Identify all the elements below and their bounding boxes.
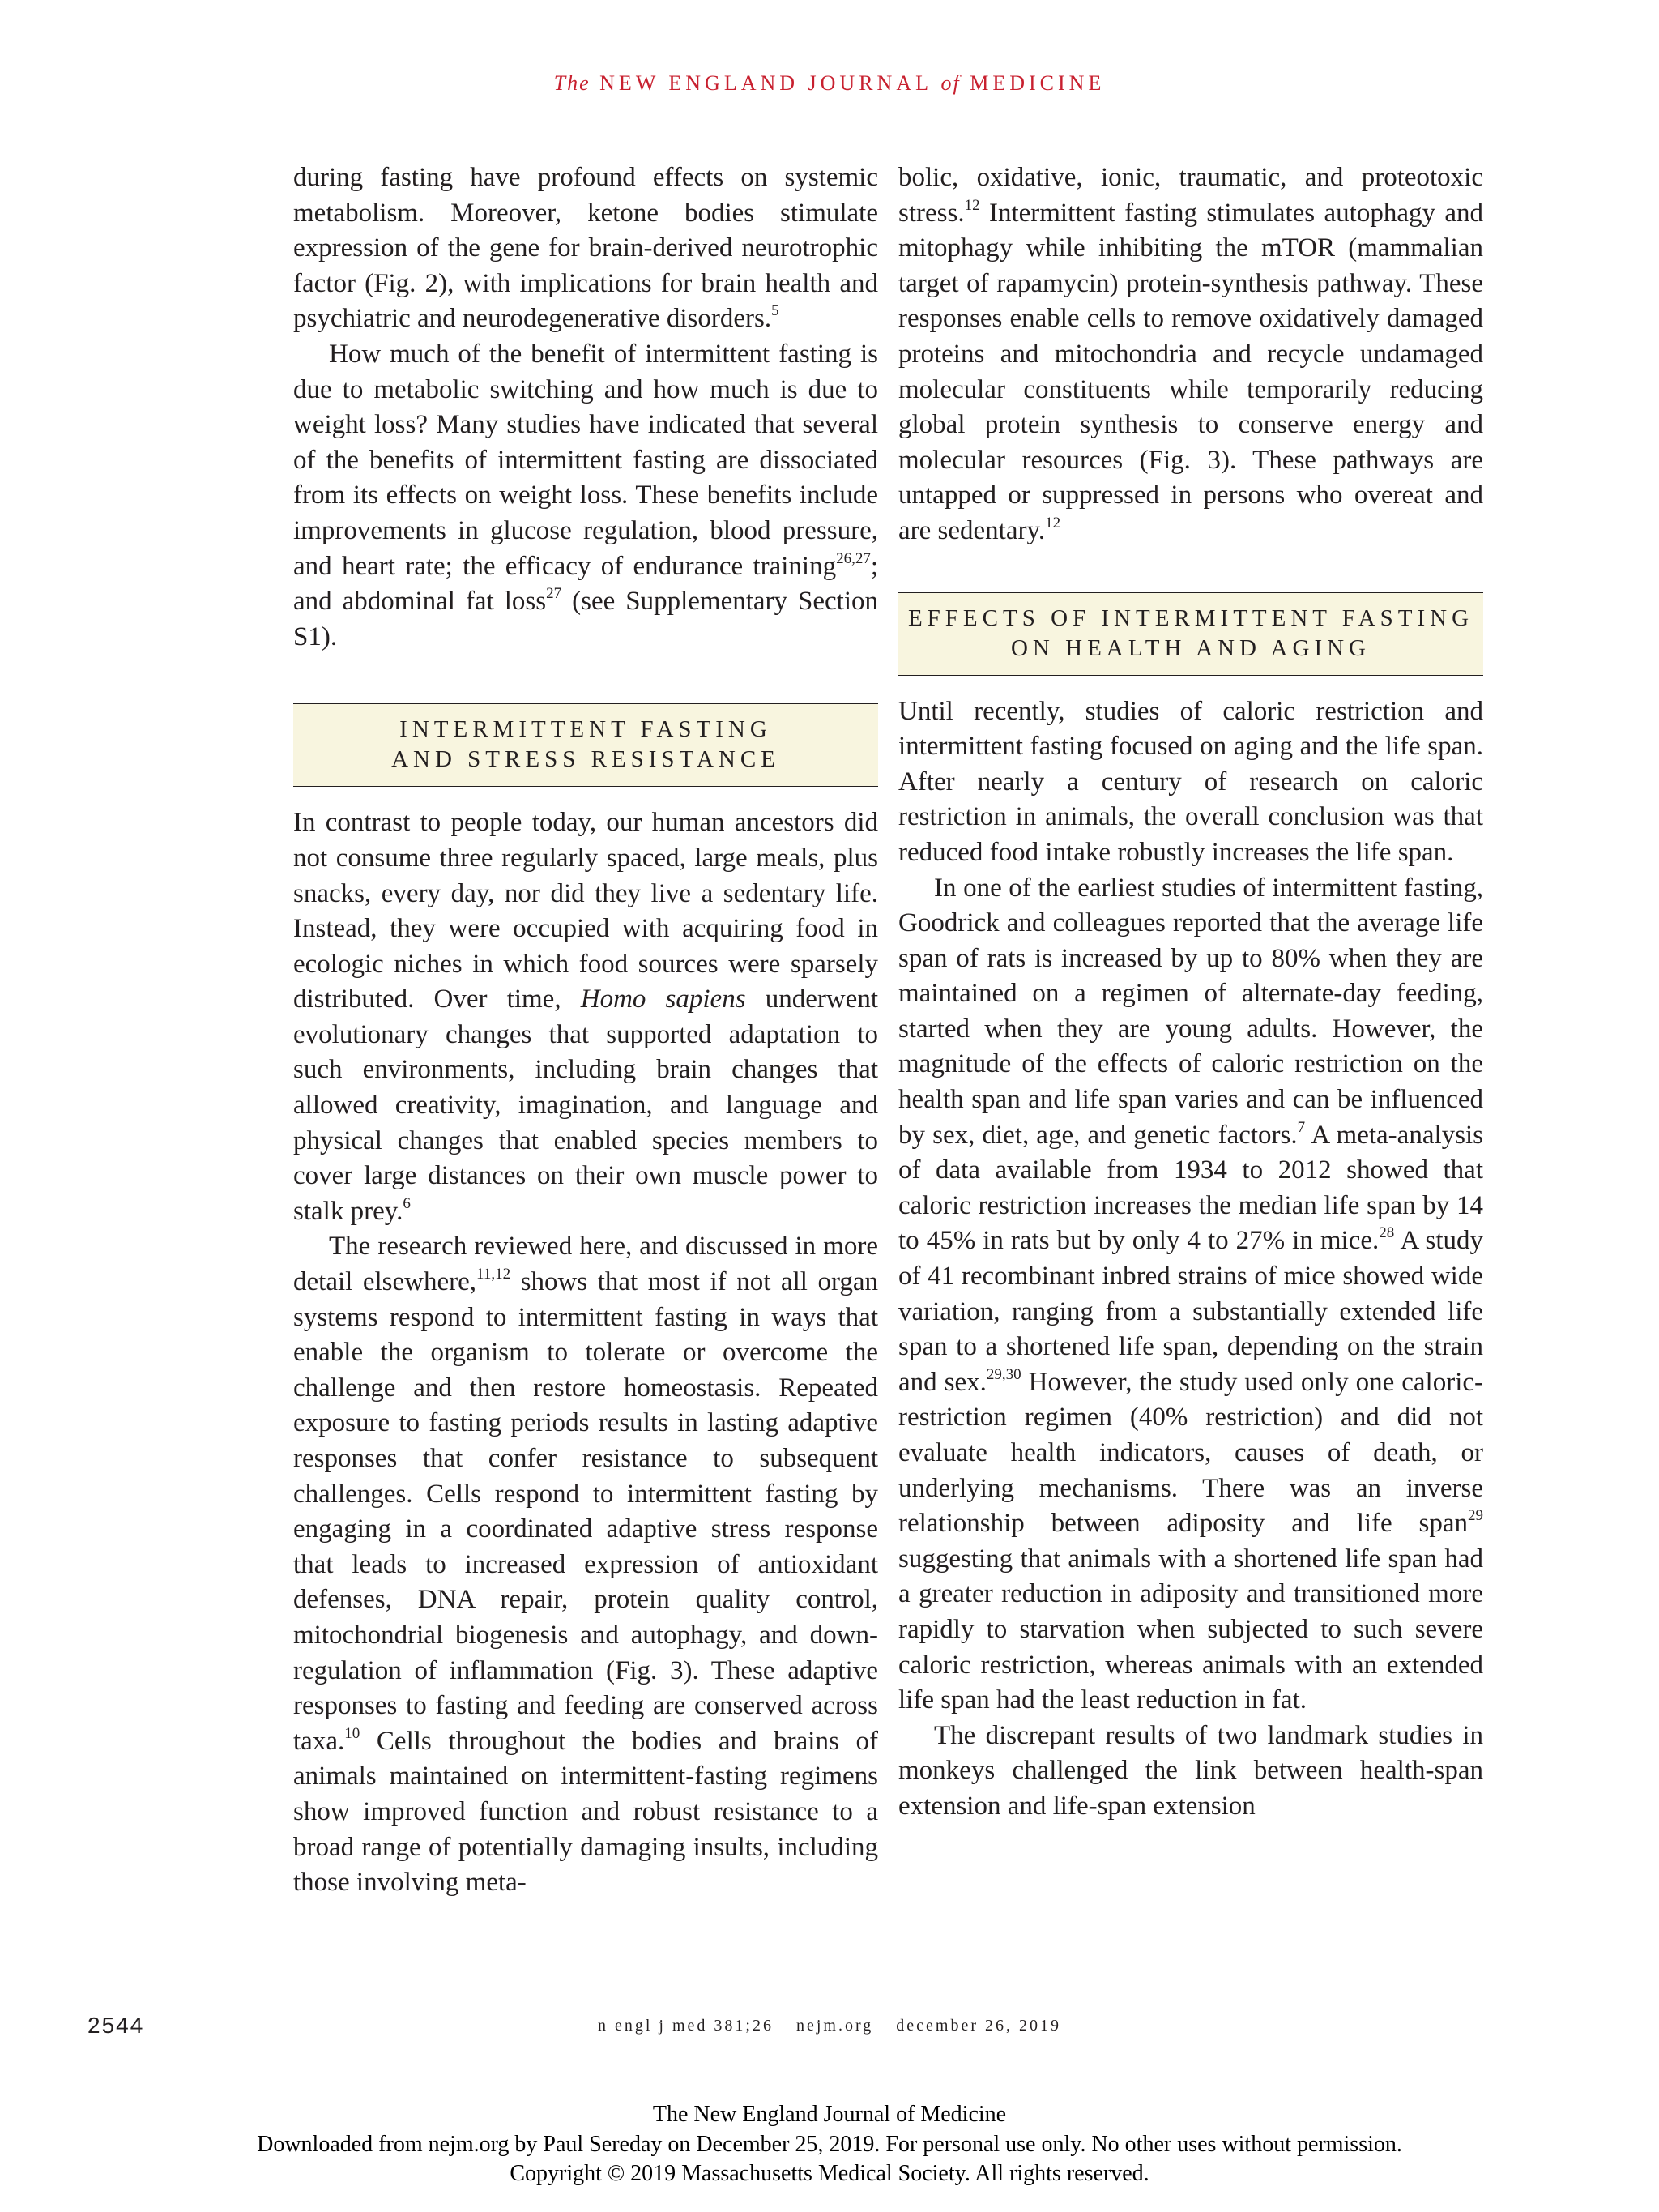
footer-citation <box>0 2017 1659 2035</box>
header-the: The <box>553 71 591 95</box>
issue-date: december 26, 2019 <box>896 2017 1061 2035</box>
header-journal-name-2: MEDICINE <box>970 71 1106 95</box>
page-number: 2544 <box>87 2013 145 2038</box>
species-name: Homo sapiens <box>580 984 746 1014</box>
reference-marker: 28 <box>1379 1224 1395 1242</box>
notice-journal: The New England Journal of Medicine <box>652 2102 1007 2127</box>
left-paragraph-4: The research reviewed here, and discussed in more detail elsewhere,$^{11,12}$ shows that most if not all organ systems respond to intermittent fasting in ways that enable the organism to tolerate or overcome the challenge and then restore homeostasis. Repeated exposure to fasting periods results in lasting adaptive responses that confer resistance to subsequent challenges. Cells respond to intermittent fasting by engaging in a coordinated adaptive stress response that leads to increased expression of antioxidant defenses, DNA repair, protein quality control, mitochondrial biogenesis and autophagy, and down-regulation of inflammation (Fig. 3). These adaptive responses to fasting and feeding are conserved across taxa.$^{10}$ Cells throughout the bodies and brains of animals maintained on intermittent-fasting regimens show improved function and robust resistance to a broad range of potentially damaging insults, including those involving meta- <box>293 1232 879 1898</box>
reference-marker: 27 <box>546 585 562 603</box>
reference-marker: 6 <box>403 1194 411 1212</box>
section-heading-health-and-aging: EFFECTS OF INTERMITTENT FASTING ON HEALTH AND AGING <box>898 592 1483 676</box>
download-notice <box>0 2100 1659 2189</box>
citation: n engl j med 381;26 <box>597 2017 774 2035</box>
header-of: of <box>940 71 961 95</box>
reference-marker: 10 <box>344 1724 360 1742</box>
notice-copyright: Copyright © 2019 Massachusetts Medical Society. All rights reserved. <box>510 2161 1149 2186</box>
right-paragraph-3: In one of the earliest studies of intermittent fasting, Goodrick and colleagues reported that the average life span of rats is increased by up to 80% when they are maintained on a regimen of alternate-day feeding, started when they are young adults. However, the magnitude of the effects of caloric restriction on the health span and life span varies and can be influenced by sex, diet, age, and genetic factors.$^7$ A meta-analysis of data available from 1934 to 2012 showed that caloric restriction increases the median life span by 14 to 45% in rats but by only 4 to 27% in mice.$^{28}$ A study of 41 recombinant inbred strains of mice showed wide variation, ranging from a substantially extended life span to a shortened life span, depending on the strain and sex.$^{29,30}$ However, the study used only one caloric-restriction regimen (40% restriction) and did not evaluate health indicators, causes of death, or underlying mechanisms. There was an inverse relationship between adiposity and life span$^{29}$ suggesting that animals with a shortened life span had a greater reduction in adiposity and transitioned more rapidly to starvation when subjected to such severe caloric restriction, whereas animals with an extended life span had the least reduction in fat. <box>898 873 1484 1715</box>
reference-marker: 29,30 <box>986 1365 1021 1383</box>
left-paragraph-2: How much of the benefit of intermittent fasting is due to metabolic switching and how much is due to weight loss? Many studies have indicated that several of the benefits of intermittent fasting are dissociated from its effects on weight loss. These benefits include improvements in glucose regulation, blood pressure, and heart rate; the efficacy of endurance training$^{26,27}$; and abdominal fat loss$^{27}$ (see Supplementary Section S1). <box>293 339 878 651</box>
reference-marker: 11,12 <box>476 1266 511 1283</box>
reference-marker: 7 <box>1297 1118 1306 1136</box>
reference-marker: 5 <box>771 302 779 320</box>
reference-marker: 29 <box>1468 1507 1483 1525</box>
right-paragraph-2: Until recently, studies of caloric restriction and intermittent fasting focused on aging and the life span. After nearly a century of research on caloric restriction in animals, the overall conclusion was that reduced food intake robustly increases the life span. <box>898 696 1483 867</box>
reference-marker: 26,27 <box>836 549 871 567</box>
left-paragraph-3: In contrast to people today, our human ancestors did not consume three regularly spaced, large meals, plus snacks, every day, nor did they live a sedentary life. Instead, they were occupied with acquiring food in ecologic niches in which food sources were sparsely distributed. Over time, Homo sapiens underwent evolutionary changes that supported adaptation to such environments, including brain changes that allowed creativity, imagination, and language and physical changes that enabled species members to cover large distances on their own muscle power to stalk prey.$^6$ <box>293 808 878 1226</box>
reference-marker: 12 <box>964 196 980 214</box>
right-column <box>898 160 1483 1825</box>
header-journal-name-1: NEW ENGLAND JOURNAL <box>599 71 932 95</box>
reference-marker: 12 <box>1045 514 1061 532</box>
site-link: nejm.org <box>795 2017 874 2035</box>
right-paragraph-4: The discrepant results of two landmark studies in monkeys challenged the link between health-span extension and life-span extension <box>898 1720 1483 1821</box>
right-paragraph-1: bolic, oxidative, ionic, traumatic, and proteotoxic stress.$^{12}$ Intermittent fasting stimulates autophagy and mitophagy while inhibiting the mTOR (mammalian target of rapamycin) protein-synthesis pathway. These responses enable cells to remove oxidatively damaged proteins and mitochondria and recycle undamaged molecular constituents while temporarily reducing global protein synthesis to conserve energy and molecular resources (Fig. 3). These pathways are untapped or suppressed in persons who overeat and are sedentary.$^{12}$ <box>898 163 1483 545</box>
left-paragraph-1: during fasting have profound effects on systemic metabolism. Moreover, ketone bodies stimulate expression of the gene for brain-derived neurotrophic factor (Fig. 2), with implications for brain health and psychiatric and neurodegenerative disorders.$^5$ <box>293 163 878 334</box>
notice-download: Downloaded from nejm.org by Paul Sereday on December 25, 2019. For personal use only. No other uses without permission. <box>257 2131 1402 2157</box>
section-heading-stress-resistance: INTERMITTENT FASTING AND STRESS RESISTANCE <box>293 703 878 787</box>
running-head <box>0 71 1659 96</box>
left-column <box>293 160 878 1901</box>
